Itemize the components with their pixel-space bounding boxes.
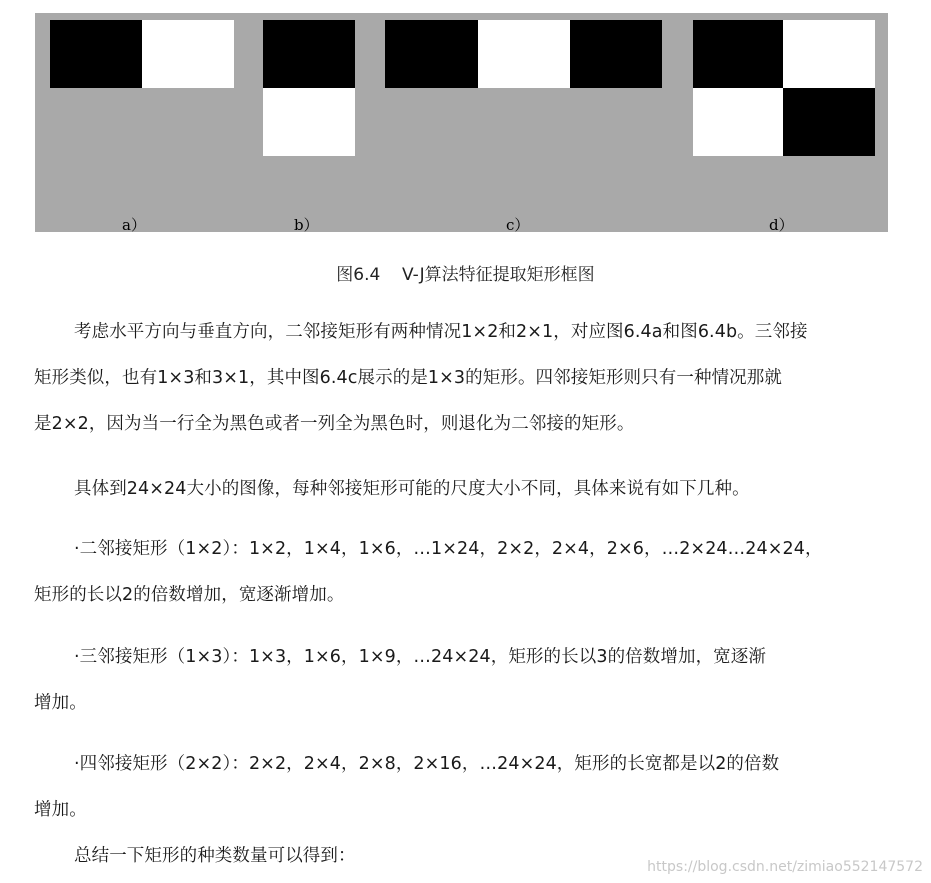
panel-d-black-block-top-left: [693, 20, 783, 88]
paragraph-line: 矩形类似，也有1×3和3×1，其中图6.4c展示的是1×3的矩形。四邻接矩形则只有一种情况那就: [34, 368, 782, 388]
panel-a-white-block: [142, 20, 234, 88]
panel-a-label: a）: [122, 216, 146, 234]
figure-caption: 图6.4 V-J算法特征提取矩形框图: [336, 265, 595, 285]
panel-d-black-block-bottom-right: [783, 88, 875, 156]
panel-c-white-block: [478, 20, 570, 88]
paragraph-line: 增加。: [34, 800, 87, 820]
panel-b-white-block: [263, 88, 355, 156]
panel-a-black-block: [50, 20, 142, 88]
panel-c-black-block-left: [385, 20, 478, 88]
panel-c-label: c）: [506, 216, 530, 234]
paragraph-line: 是2×2，因为当一行全为黑色或者一列全为黑色时，则退化为二邻接的矩形。: [34, 414, 635, 434]
watermark: https://blog.csdn.net/zimiao552147572: [647, 859, 923, 875]
paragraph-line: 总结一下矩形的种类数量可以得到：: [74, 846, 356, 866]
paragraph-line: ·四邻接矩形（2×2）：2×2，2×4，2×8，2×16，…24×24，矩形的长宽都是以2的倍数: [74, 754, 780, 774]
paragraph-24x24-intro: [34, 466, 904, 512]
panel-b-black-block: [263, 20, 355, 88]
paragraph-line: ·二邻接矩形（1×2）：1×2，1×4，1×6，…1×24，2×2，2×4，2×6，…2×24…24×24，: [74, 539, 823, 559]
panel-b-label: b）: [294, 216, 319, 234]
panel-c-black-block-right: [570, 20, 662, 88]
list-item-two-adjacent: [34, 526, 904, 618]
haar-feature-figure: [35, 13, 888, 232]
paragraph-line: 考虑水平方向与垂直方向，二邻接矩形有两种情况1×2和2×1，对应图6.4a和图6.4b。三邻接: [74, 322, 808, 342]
paragraph-adjacent-rect-types: [34, 309, 904, 447]
paragraph-line: 增加。: [34, 693, 87, 713]
paragraph-line: ·三邻接矩形（1×3）：1×3，1×6，1×9，…24×24，矩形的长以3的倍数增加，宽逐渐: [74, 647, 766, 667]
list-item-three-adjacent: [34, 634, 904, 726]
paragraph-line: 矩形的长以2的倍数增加，宽逐渐增加。: [34, 585, 345, 605]
panel-d-white-block-bottom-left: [693, 88, 783, 156]
paragraph-line: 具体到24×24大小的图像，每种邻接矩形可能的尺度大小不同，具体来说有如下几种。: [74, 479, 750, 499]
panel-d-label: d）: [769, 216, 794, 234]
panel-d-white-block-top-right: [783, 20, 875, 88]
list-item-four-adjacent: [34, 741, 904, 833]
